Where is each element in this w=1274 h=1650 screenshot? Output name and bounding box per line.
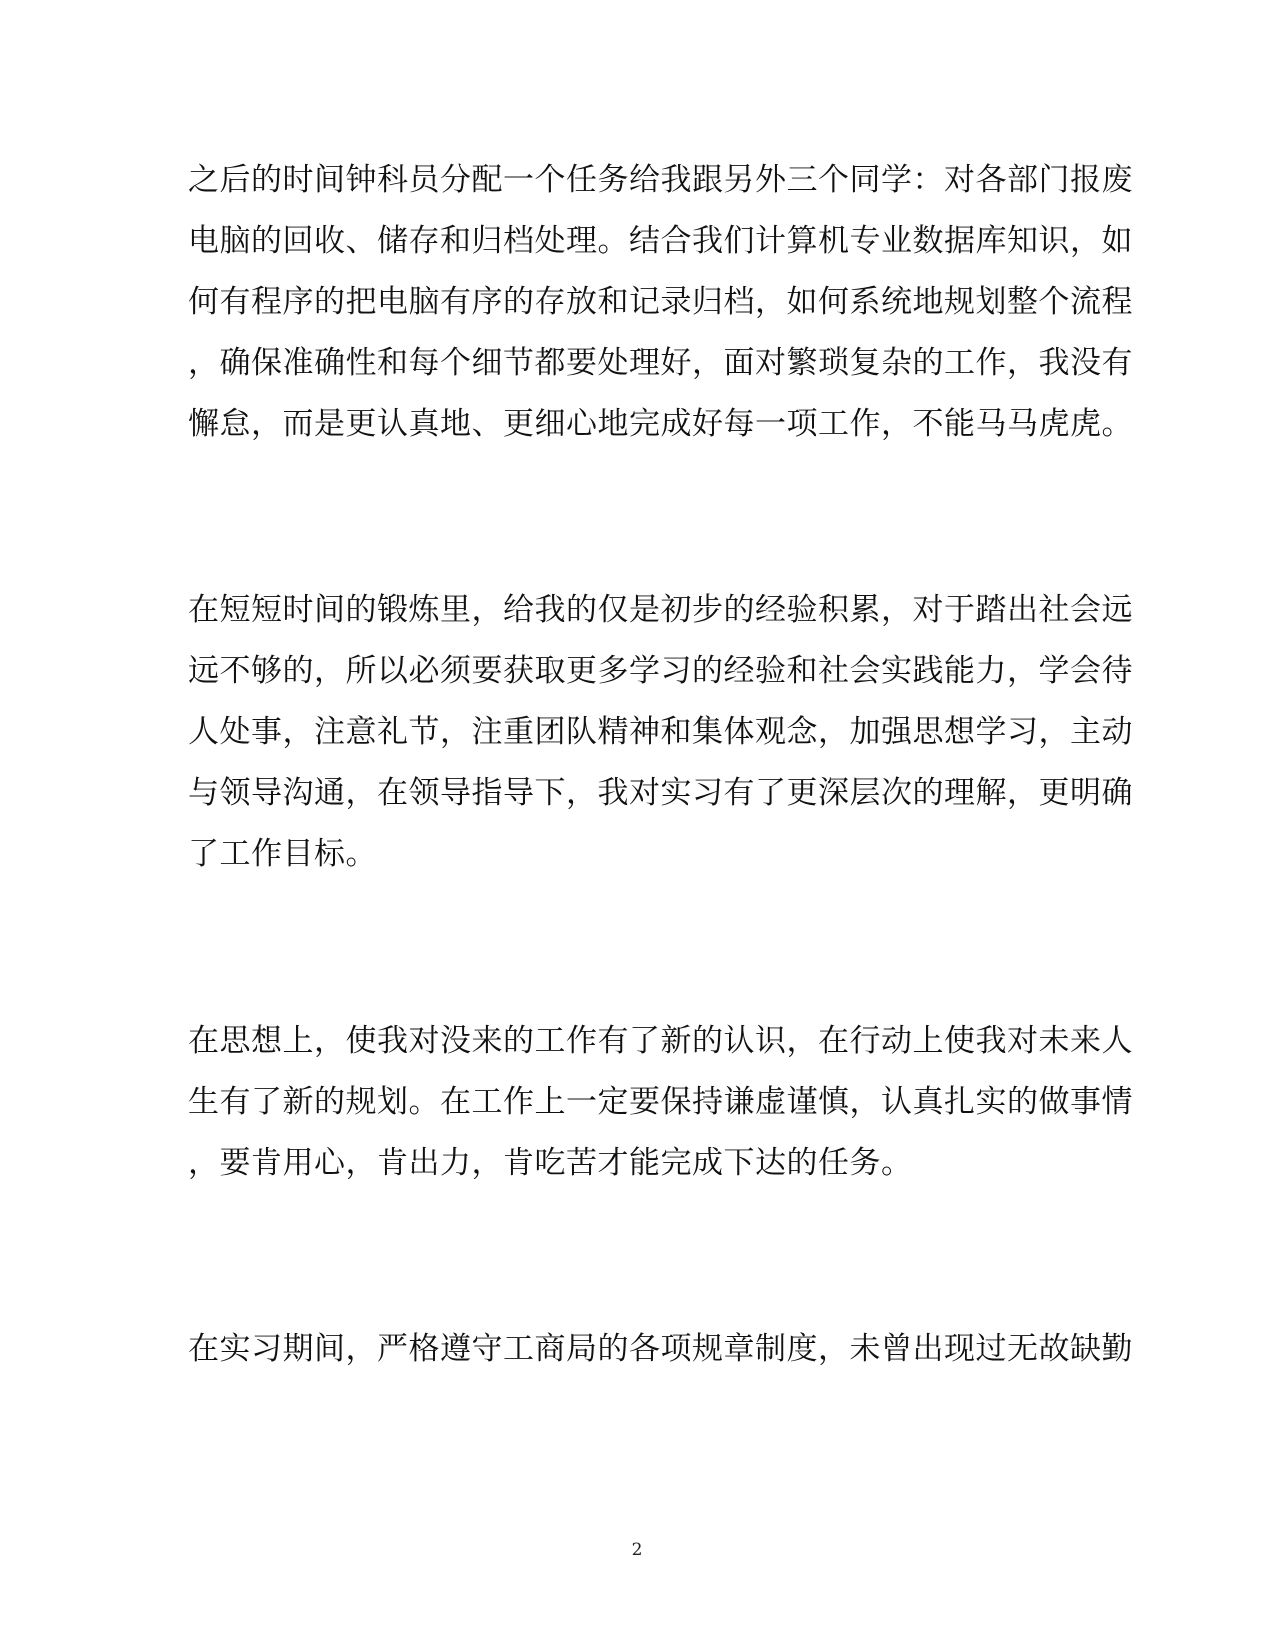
paragraph-1-line-3: 何有程序的把电脑有序的存放和记录归档，如何系统地规划整个流程 [188, 284, 1133, 320]
paragraph-2-line-3: 人处事，注意礼节，注重团队精神和集体观念，加强思想学习，主动 [188, 714, 1133, 750]
page-number: 2 [631, 1540, 643, 1560]
paragraph-4-line-1: 在实习期间，严格遵守工商局的各项规章制度，未曾出现过无故缺勤 [188, 1331, 1133, 1367]
paragraph-1-line-4: ，确保准确性和每个细节都要处理好，面对繁琐复杂的工作，我没有 [188, 345, 1133, 381]
paragraph-2-line-5: 了工作目标。 [188, 836, 377, 872]
paragraph-1-line-1: 之后的时间钟科员分配一个任务给我跟另外三个同学：对各部门报废 [188, 162, 1133, 198]
paragraph-3-line-3: ，要肯用心，肯出力，肯吃苦才能完成下达的任务。 [188, 1145, 913, 1181]
paragraph-3-line-2: 生有了新的规划。在工作上一定要保持谦虚谨慎，认真扎实的做事情 [188, 1084, 1133, 1120]
paragraph-2-line-1: 在短短时间的锻炼里，给我的仅是初步的经验积累，对于踏出社会远 [188, 592, 1133, 628]
paragraph-2-line-2: 远不够的，所以必须要获取更多学习的经验和社会实践能力，学会待 [188, 653, 1133, 689]
paragraph-2-line-4: 与领导沟通，在领导指导下，我对实习有了更深层次的理解，更明确 [188, 775, 1133, 811]
paragraph-3-line-1: 在思想上，使我对没来的工作有了新的认识，在行动上使我对未来人 [188, 1023, 1133, 1059]
paragraph-1-line-2: 电脑的回收、储存和归档处理。结合我们计算机专业数据库知识，如 [188, 223, 1133, 259]
paragraph-1-line-5: 懈怠，而是更认真地、更细心地完成好每一项工作，不能马马虎虎。 [188, 406, 1133, 442]
